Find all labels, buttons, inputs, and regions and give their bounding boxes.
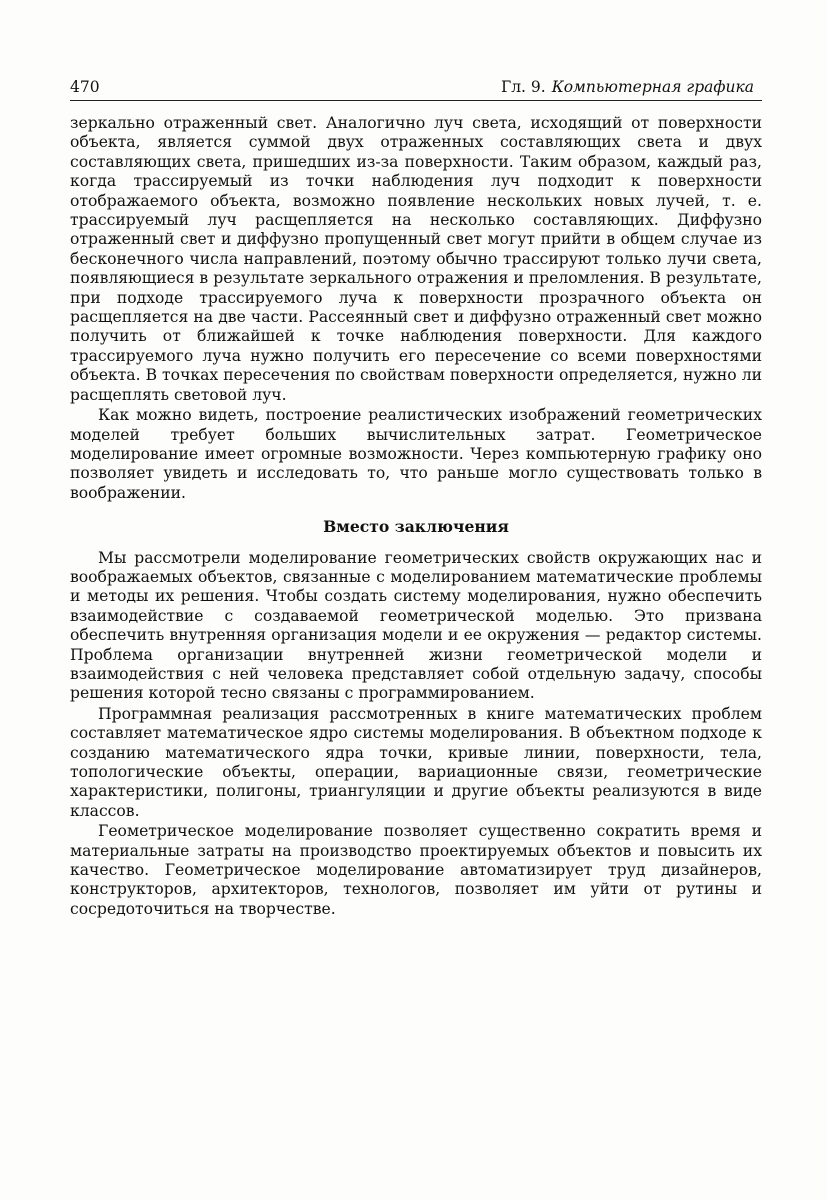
paragraph: Геометрическое моделирование позволяет существенно сократить время и материальные затраты на производство проектируемых объектов и повысить их качество. Геометрическое моделирование автоматизирует труд дизайнеров, конструкторов, архитекторов, технологов, позволяет им уйти от рутины и сосредоточиться на творчестве. xyxy=(70,822,762,918)
paragraph: Как можно видеть, построение реалистических изображений геометрических моделей требует больших вычислительных затрат. Геометрическое моделирование имеет огромные возможности. Через компьютерную графику оно позволяет увидеть и исследовать то, что раньше могло существовать только в воображении. xyxy=(70,406,762,502)
body-text xyxy=(70,114,762,919)
running-head xyxy=(70,78,762,101)
section-heading: Вместо заключения xyxy=(323,517,509,537)
paragraph: Мы рассмотрели моделирование геометрических свойств окружающих нас и воображаемых объектов, связанные с моделированием математические проблемы и методы их решения. Чтобы создать систему моделирования, нужно обеспечить взаимодействие с создаваемой геометрической моделью. Это призвана обеспечить внутренняя организация модели и ее окружения — редактор системы. Проблема организации внутренней жизни геометрической модели и взаимодействия с ней человека представляет собой отдельную задачу, способы решения которой тесно связаны с программированием. xyxy=(70,548,762,703)
chapter-title: Компьютерная графика xyxy=(551,78,754,96)
paragraph-continued: зеркально отраженный свет. Аналогично луч света, исходящий от поверхности объекта, является суммой двух отраженных составляющих света и двух составляющих света, пришедших из-за поверхности. Таким образом, каждый раз, когда трассируемый из точки наблюдения луч подходит к поверхности отображаемого объекта, возможно появление нескольких новых лучей, т. е. трассируемый луч расщепляется на несколько составляющих. Диффузно отраженный свет и диффузно пропущенный свет могут прийти в общем случае из бесконечного числа направлений, поэтому обычно трассируют только лучи света, появляющиеся в результате зеркального отражения и преломления. В результате, при подходе трассируемого луча к поверхности прозрачного объекта он расщепляется на две части. Рассеянный свет и диффузно отраженный свет можно получить от ближайшей к точке наблюдения поверхности. Для каждого трассируемого луча нужно получить его пересечение со всеми поверхностями объекта. В точках пересечения по свойствам поверхности определяется, нужно ли расщеплять световой луч. xyxy=(70,114,762,404)
paragraph: Программная реализация рассмотренных в книге математических проблем составляет математическое ядро системы моделирования. В объектном подходе к созданию математического ядра точки, кривые линии, поверхности, тела, топологические объекты, операции, вариационные связи, геометрические характеристики, полигоны, триангуляции и другие объекты реализуются в виде классов. xyxy=(70,704,762,820)
running-title xyxy=(501,78,754,96)
chapter-number: Гл. 9. xyxy=(500,78,546,96)
page-number: 470 xyxy=(70,78,100,96)
